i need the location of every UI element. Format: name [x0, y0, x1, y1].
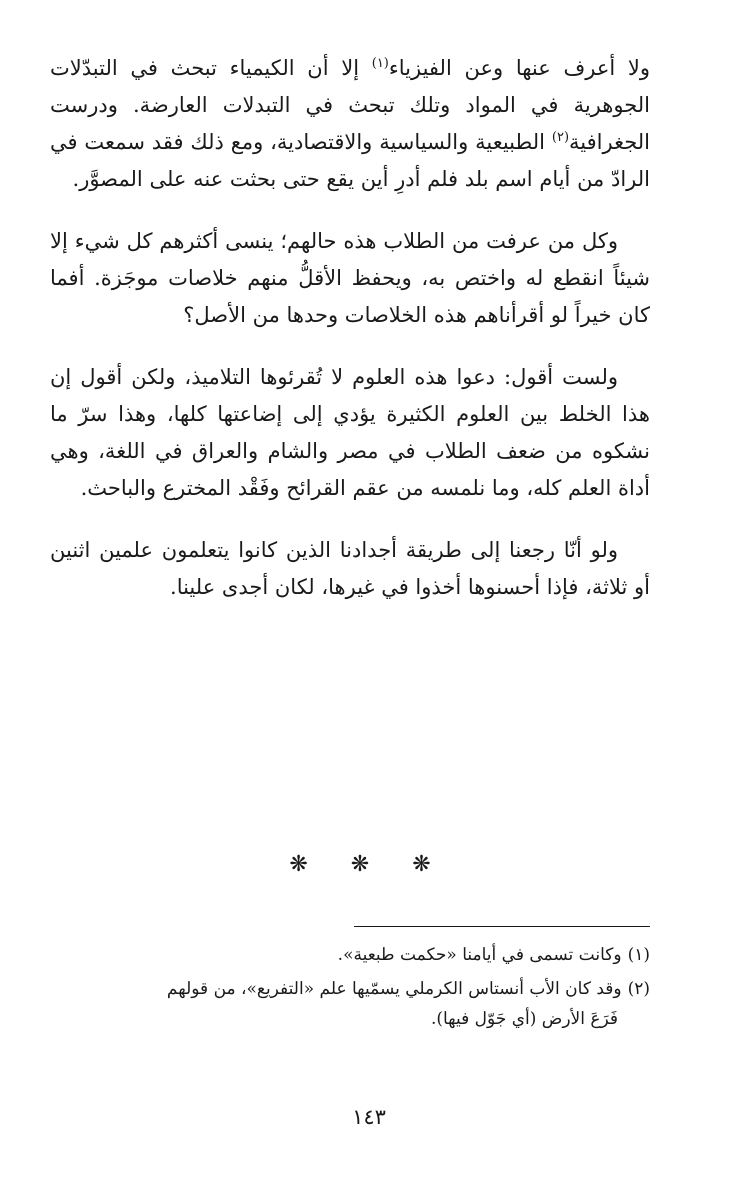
footnotes	[50, 940, 650, 1038]
footnote-divider	[354, 926, 650, 927]
paragraph-1-part-c: الطبيعية والسياسية والاقتصادية، ومع ذلك فقد سمعت في الرادّ من أيام اسم بلد فلم أدرِ أين يقع حتى بحثت عنه على المصوَّر.	[50, 130, 650, 191]
paragraph-3: ولست أقول: دعوا هذه العلوم لا تُقرئوها التلاميذ، ولكن أقول إن هذا الخلط بين العلوم الكثيرة يؤدي إلى إضاعتها كلها، وهذا سرّ ما نشكوه من ضعف الطلاب في مصر والشام والعراق في اللغة، وهي أداة العلم كله، وما نلمسه من عقم القرائح وفَقْد المخترع والباحث.	[50, 365, 650, 500]
paragraph-4: ولو أنّا رجعنا إلى طريقة أجدادنا الذين كانوا يتعلمون علمين اثنين أو ثلاثة، فإذا أحسنوها أخذوا في غيرها، لكان أجدى علينا.	[50, 538, 650, 599]
paragraph-1-part-a: ولا أعرف عنها وعن الفيزياء	[388, 56, 650, 80]
section-separator: ❋ ❋ ❋	[289, 852, 449, 877]
footnote-ref-2[interactable]: (٢)	[551, 130, 570, 145]
page-number: ١٤٣	[352, 1105, 386, 1129]
body-text	[50, 50, 650, 631]
footnote-1-text: وكانت تسمى في أيامنا «حكمت طبعية».	[337, 945, 622, 965]
paragraph-1	[50, 50, 650, 198]
footnote-2	[50, 974, 650, 1034]
footnote-ref-1[interactable]: (١)	[371, 56, 389, 71]
footnote-2-mark: (٢)	[627, 979, 650, 999]
footnote-2-continuation: فَرَعَ الأرض (أي جَوّل فيها).	[430, 1009, 618, 1029]
footnote-1	[50, 940, 650, 970]
paragraph-2: وكل من عرفت من الطلاب هذه حالهم؛ ينسى أكثرهم كل شيء إلا شيئاً انقطع له واختص به، ويحفظ الأقلُّ منهم خلاصات موجَزة. أفما كان خيراً لو أقرأناهم هذه الخلاصات وحدها من الأصل؟	[50, 229, 650, 327]
paragraph-1-part-b: إلا أن الكيمياء تبحث في التبدّلات الجوهرية في المواد وتلك تبحث في التبدلات العارضة. ودرست الجغرافية	[50, 56, 650, 154]
footnote-1-mark: (١)	[627, 945, 650, 965]
footnote-2-text: وقد كان الأب أنستاس الكرملي يسمّيها علم «التفريع»، من قولهم	[166, 979, 622, 999]
